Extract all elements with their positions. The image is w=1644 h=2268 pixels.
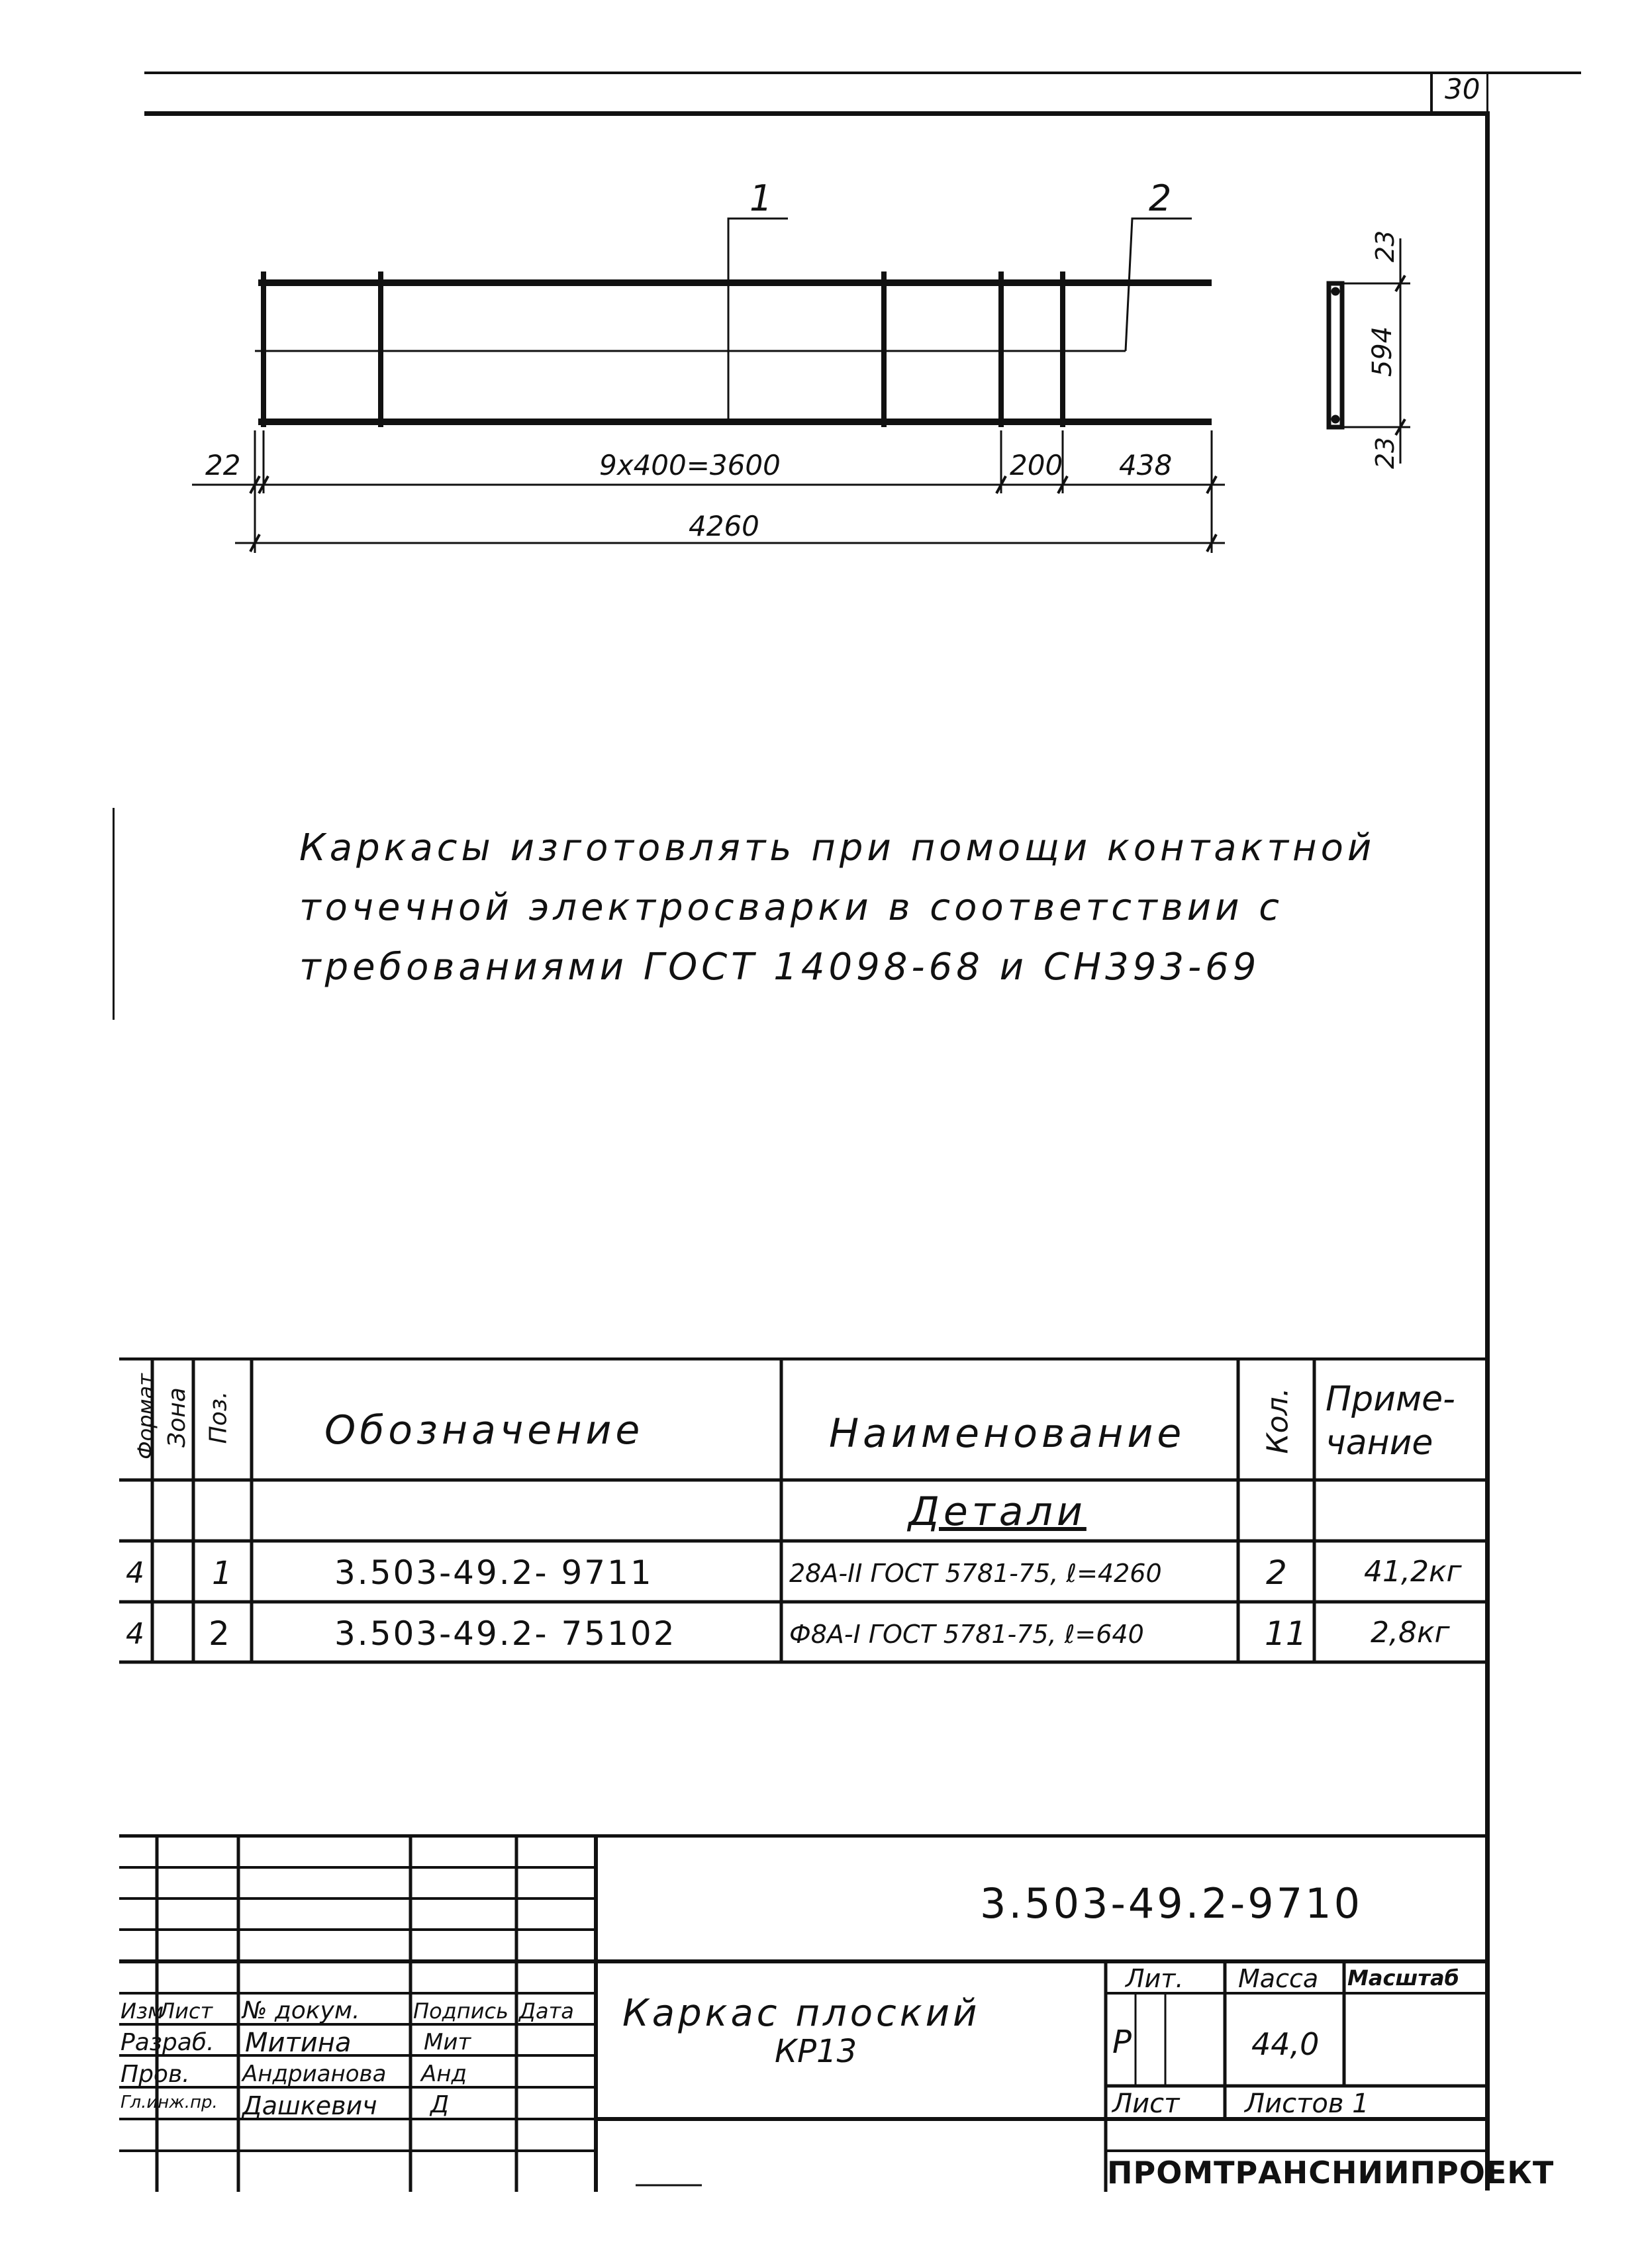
note-line-2: точечной электросварки в соответствии с <box>299 886 1284 929</box>
callout-1: 1 <box>749 177 773 219</box>
sign-chief: Д <box>430 2091 450 2118</box>
callout-2: 2 <box>1149 177 1172 219</box>
dim-total: 4260 <box>689 510 759 542</box>
lit-value: Р <box>1112 2024 1132 2061</box>
section-title-details: Детали <box>908 1489 1087 1535</box>
title-line-1: Каркас плоский <box>622 1992 981 2035</box>
sign-checker: Анд <box>421 2061 467 2087</box>
sign-developer: Мит <box>424 2029 471 2055</box>
row2-name: Ф8A-I ГОСТ 5781-75, ℓ=640 <box>789 1620 1144 1649</box>
row1-name: 28A-II ГОСТ 5781-75, ℓ=4260 <box>789 1559 1162 1588</box>
mass-value: 44,0 <box>1251 2026 1320 2062</box>
col-header-date: Дата <box>519 1998 574 2024</box>
note-line-1: Каркасы изготовлять при помощи контактной <box>299 826 1376 869</box>
col-header-list: Лист <box>159 1998 213 2024</box>
row1-qty: 2 <box>1266 1553 1287 1592</box>
header-name: Наименование <box>829 1410 1186 1457</box>
section-dim-middle: 594 <box>1367 326 1398 377</box>
dim-spacing: 9x400=3600 <box>599 449 781 481</box>
header-zone: Зона <box>163 1387 191 1448</box>
row1-note: 41,2кг <box>1364 1555 1462 1589</box>
sheet-corner-number: 30 <box>1445 73 1480 105</box>
header-qty: Кол. <box>1261 1387 1295 1454</box>
name-chief: Дашкевич <box>242 2091 377 2120</box>
row1-format: 4 <box>126 1556 144 1590</box>
row2-format: 4 <box>126 1617 144 1651</box>
header-format: Формат <box>132 1373 158 1459</box>
row2-designation: 3.503-49.2- 75102 <box>334 1614 677 1653</box>
col-header-sign: Подпись <box>413 1998 508 2024</box>
note-line-3: требованиями ГОСТ 14098-68 и СН393-69 <box>299 946 1261 989</box>
row2-qty: 11 <box>1265 1614 1307 1653</box>
section-dim-top: 23 <box>1371 230 1400 263</box>
row1-pos: 1 <box>212 1555 232 1592</box>
col-header-doc-no: № докум. <box>242 1997 360 2024</box>
header-pos: Поз. <box>205 1391 232 1444</box>
scale-label: Масштаб <box>1347 1965 1459 1991</box>
row2-pos: 2 <box>209 1614 230 1653</box>
row2-note: 2,8кг <box>1371 1616 1450 1650</box>
mass-label: Масса <box>1238 1964 1319 1993</box>
section-dim-bottom: 23 <box>1371 436 1400 469</box>
title-line-2: КР13 <box>775 2033 857 2070</box>
dim-end: 438 <box>1119 449 1173 481</box>
dim-gap: 200 <box>1010 449 1063 481</box>
header-note: Приме-чание <box>1326 1379 1455 1463</box>
role-checker: Пров. <box>121 2061 190 2088</box>
sheet-label: Лист <box>1112 2089 1180 2119</box>
title-block <box>119 1834 1555 2192</box>
name-checker: Андрианова <box>242 2061 387 2087</box>
name-developer: Митина <box>245 2028 352 2058</box>
sheets-label: Листов 1 <box>1245 2089 1369 2119</box>
role-chief: Гл.инж.пр. <box>121 2093 218 2112</box>
doc-code: 3.503-49.2-9710 <box>980 1879 1363 1928</box>
spec-table <box>119 1357 1490 1665</box>
role-developer: Разраб. <box>121 2029 215 2056</box>
organization-name: ПРОМТРАНСНИИПРОЕКТ <box>1107 2155 1555 2191</box>
header-designation: Обозначение <box>324 1407 644 1454</box>
lit-label: Лит. <box>1126 1964 1184 1993</box>
row1-designation: 3.503-49.2- 9711 <box>334 1553 653 1592</box>
col-header-izm: Изм <box>121 1998 164 2024</box>
dim-left-offset: 22 <box>205 449 241 481</box>
